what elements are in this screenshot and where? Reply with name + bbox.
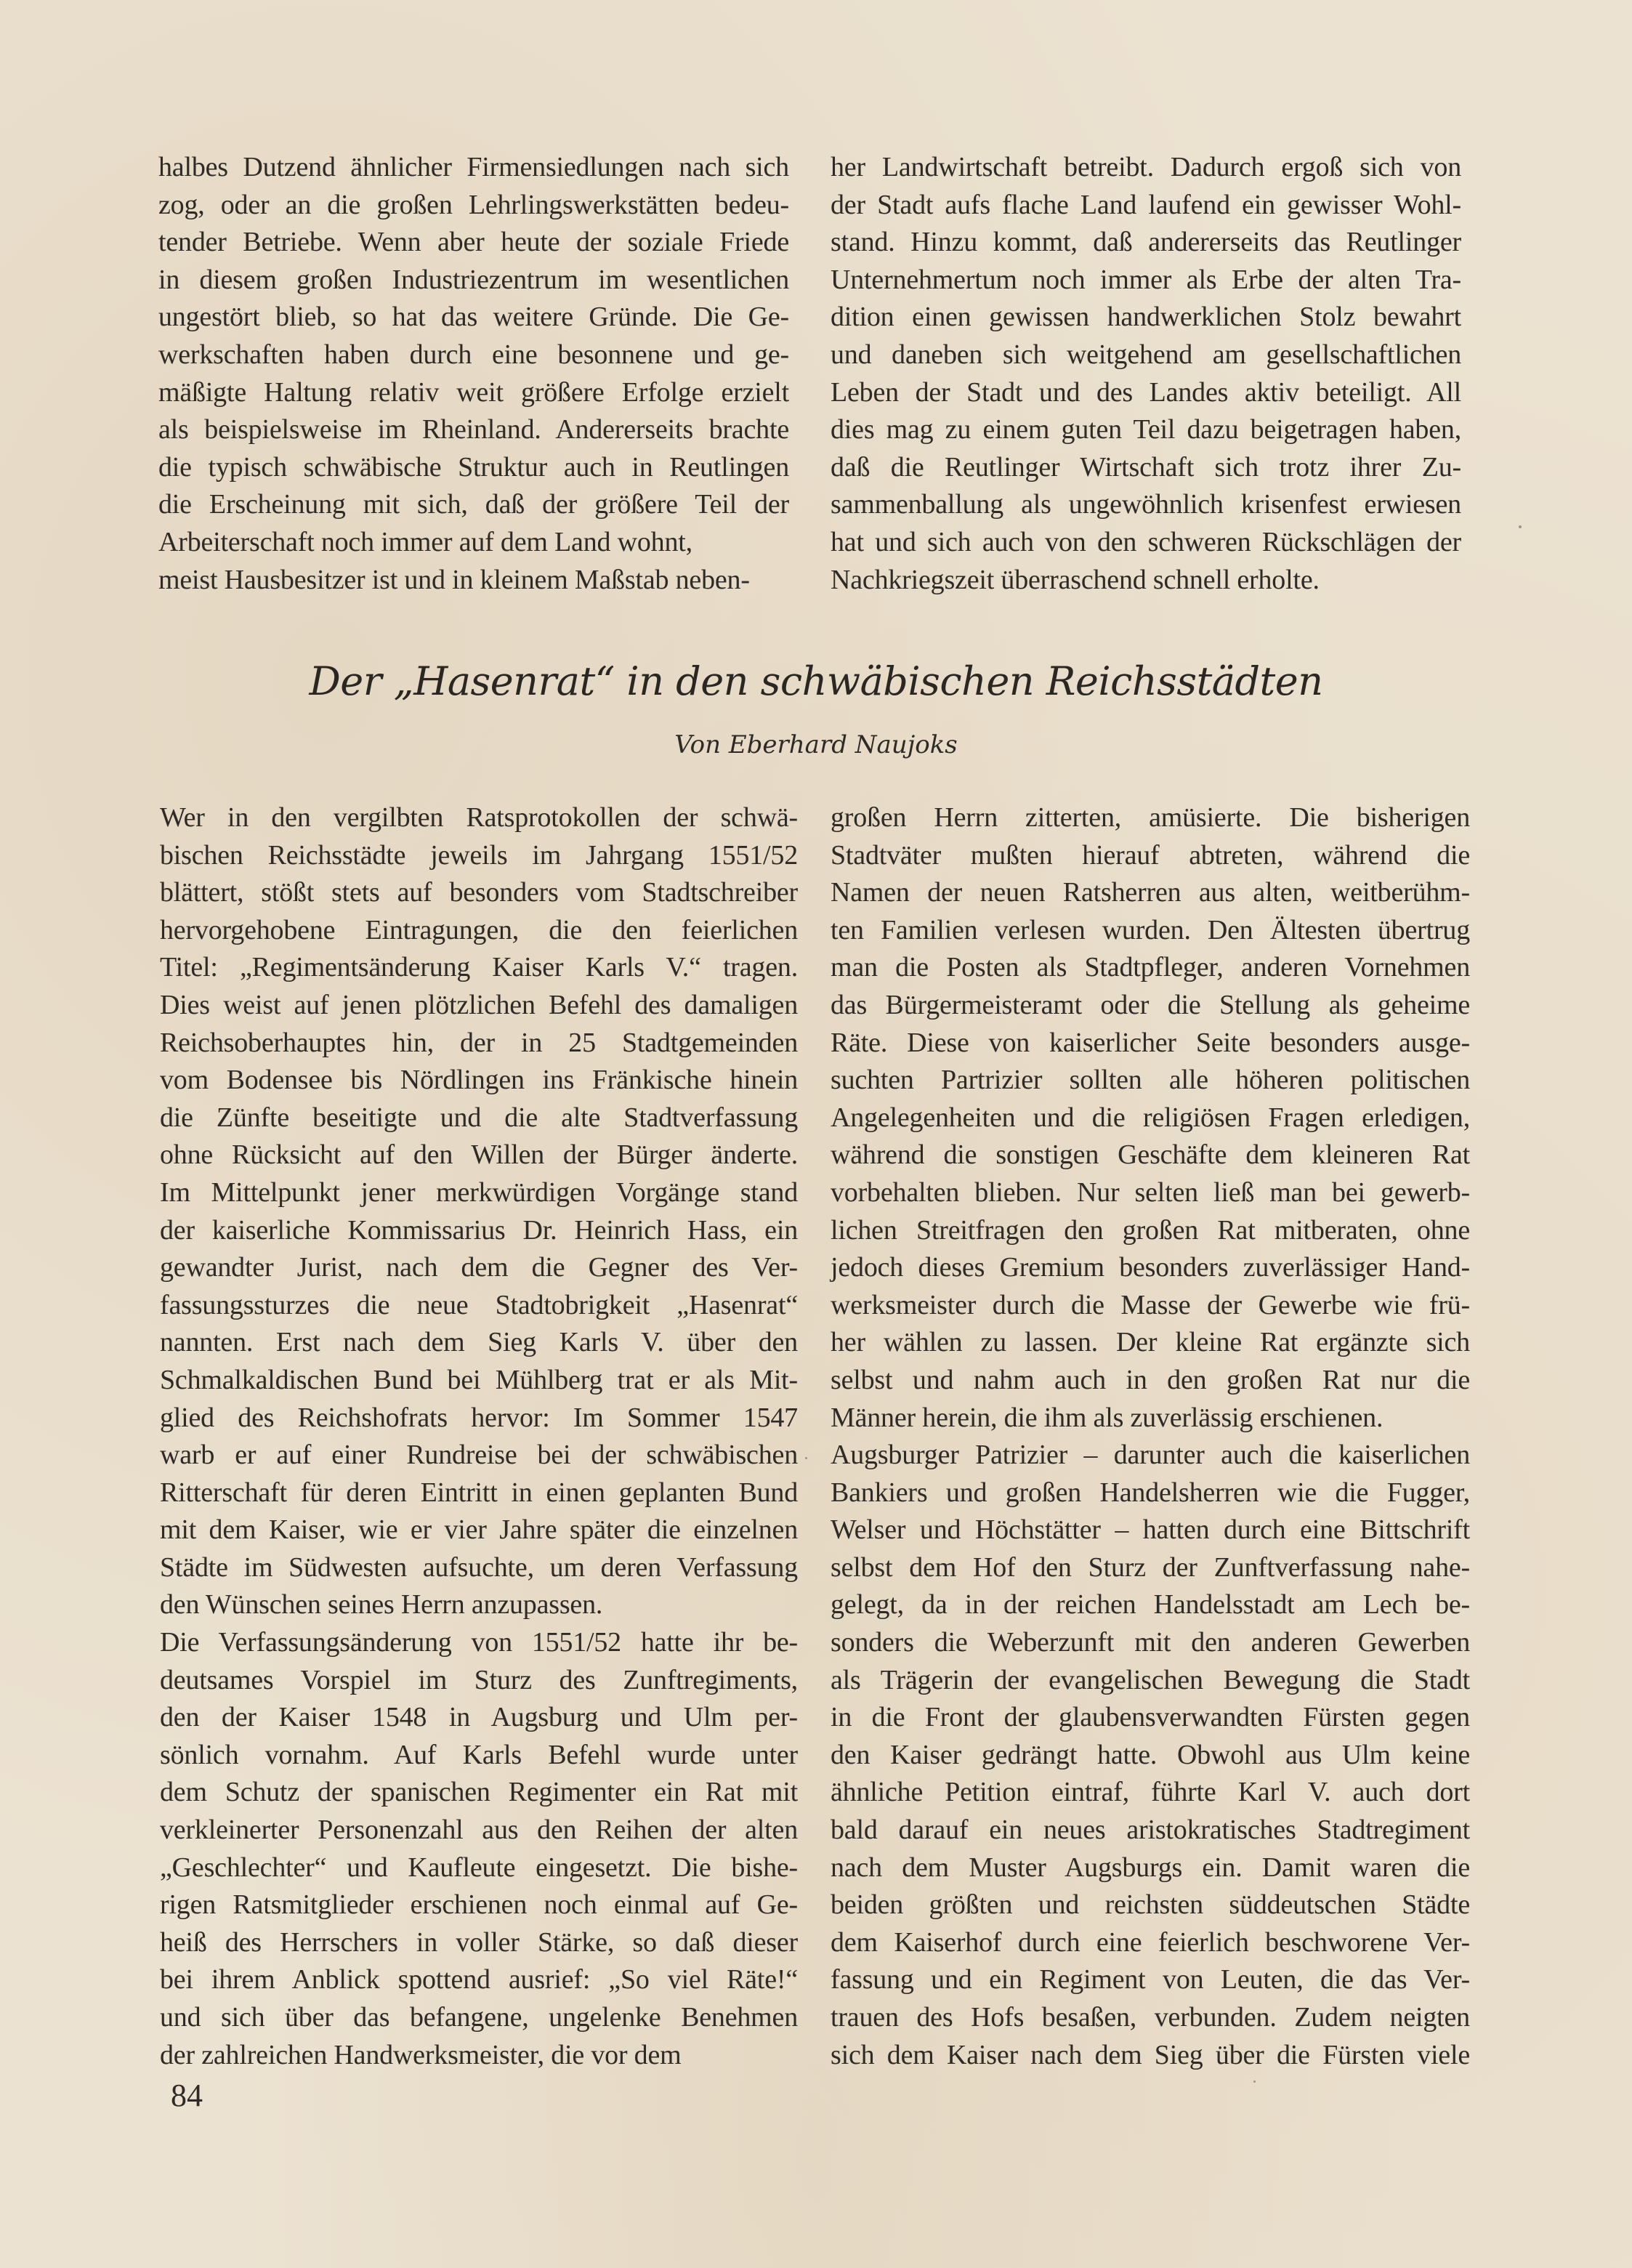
text-line: Wer in den vergilbten Ratsprotokollen der schwä- — [160, 802, 798, 833]
text-line: heiß des Herrschers in voller Stärke, so daß dieser — [160, 1926, 798, 1958]
text-line: hervorgehobene Eintragungen, die den feierlichen — [160, 914, 798, 945]
text-line: Titel: „Regimentsänderung Kaiser Karls V.“ tragen. — [160, 952, 798, 983]
text-line: und daneben sich weitgehend am gesellschaftlichen — [831, 339, 1461, 370]
text-line: fassung und ein Regiment von Leuten, die das Ver- — [831, 1964, 1470, 1995]
text-line: den Kaiser gedrängt hatte. Obwohl aus Ulm keine — [831, 1739, 1470, 1770]
text-line: Stadtväter mußten hierauf abtreten, während die — [831, 839, 1470, 871]
text-line: Schmalkaldischen Bund bei Mühlberg trat er als Mit- — [160, 1364, 798, 1395]
text-line: Bankiers und großen Handelsherren wie die Fugger, — [831, 1477, 1470, 1508]
text-line: daß die Reutlinger Wirtschaft sich trotz ihrer Zu- — [831, 451, 1461, 483]
text-line: werksmeister durch die Masse der Gewerbe wie frü- — [831, 1289, 1470, 1320]
text-line: als Trägerin der evangelischen Bewegung die Stadt — [831, 1664, 1470, 1695]
text-line: halbes Dutzend ähnlicher Firmensiedlungen nach sich — [158, 152, 789, 182]
text-line: der zahlreichen Handwerksmeister, die vor dem — [160, 2039, 682, 2070]
text-line: Städte im Südwesten aufsuchte, um deren Verfassung — [160, 1551, 798, 1583]
text-line: werkschaften haben durch eine besonnene und ge- — [158, 339, 789, 370]
text-line: suchten Partrizier sollten alle höheren politischen — [831, 1065, 1470, 1096]
text-line: fassungssturzes die neue Stadtobrigkeit „Hasenrat“ — [160, 1289, 798, 1320]
text-line: Arbeiterschaft noch immer auf dem Land wohnt, — [158, 526, 692, 557]
text-line: hat und sich auch von den schweren Rückschlägen der — [831, 526, 1461, 557]
text-line: dem Schutz der spanischen Regimenter ein Rat mit — [160, 1777, 798, 1808]
text-line: vom Bodensee bis Nördlingen ins Fränkische hinein — [160, 1065, 798, 1096]
text-line: sammenballung als ungewöhnlich krisenfest erwiesen — [831, 489, 1461, 520]
text-line: ohne Rücksicht auf den Willen der Bürger änderte. — [160, 1139, 798, 1171]
text-line: nannten. Erst nach dem Sieg Karls V. über den — [160, 1327, 798, 1358]
paper-speck — [1519, 525, 1522, 528]
text-line: bei ihrem Anblick spottend ausrief: „So viel Räte!“ — [160, 1964, 798, 1995]
text-line: Welser und Höchstätter – hatten durch eine Bittschrift — [831, 1514, 1470, 1546]
text-line: den Wünschen seines Herrn anzupassen. — [160, 1589, 603, 1621]
text-line: und sich über das befangene, ungelenke Benehmen — [160, 2002, 798, 2033]
text-line: dem Kaiserhof durch eine feierlich beschworene Ver- — [831, 1926, 1470, 1958]
text-line: Angelegenheiten und die religiösen Fragen erledigen, — [831, 1102, 1470, 1133]
text-line: Reichsoberhauptes hin, der in 25 Stadtgemeinden — [160, 1027, 798, 1058]
previous-article-left-column — [158, 149, 789, 599]
text-line: her Landwirtschaft betreibt. Dadurch ergoß sich von — [831, 152, 1461, 182]
text-line: die Erscheinung mit sich, daß der größere Teil der — [158, 489, 789, 520]
text-line: der Stadt aufs flache Land laufend ein gewisser Wohl- — [831, 189, 1461, 220]
text-line: in diesem großen Industriezentrum im wesentlichen — [158, 264, 789, 295]
text-line: großen Herrn zitterten, amüsierte. Die bisherigen — [831, 802, 1470, 833]
text-line: lichen Streitfragen den großen Rat mitberaten, ohne — [831, 1214, 1470, 1246]
text-line: Leben der Stadt und des Landes aktiv beteiligt. All — [831, 376, 1461, 408]
text-line: Männer herein, die ihm als zuverlässig erschienen. — [831, 1402, 1383, 1433]
text-line: das Bürgermeisteramt oder die Stellung als geheime — [831, 989, 1470, 1020]
text-line: „Geschlechter“ und Kaufleute eingesetzt. Die bishe- — [160, 1852, 798, 1883]
text-line: dition einen gewissen handwerklichen Stolz bewahrt — [831, 302, 1461, 333]
text-line: stand. Hinzu kommt, daß andererseits das Reutlinger — [831, 227, 1461, 258]
article-left-column — [160, 799, 798, 2074]
text-line: sonders die Weberzunft mit den anderen Gewerben — [831, 1627, 1470, 1658]
text-line: warb er auf einer Rundreise bei der schwäbischen — [160, 1440, 798, 1471]
text-line: während die sonstigen Geschäfte dem kleineren Rat — [831, 1139, 1470, 1171]
text-line: vorbehalten blieben. Nur selten ließ man bei gewerb- — [831, 1177, 1470, 1208]
text-line: mäßigte Haltung relativ weit größere Erfolge erzielt — [158, 376, 789, 408]
text-line: rigen Ratsmitglieder erschienen noch einmal auf Ge- — [160, 1889, 798, 1921]
text-line: die Zünfte beseitigte und die alte Stadtverfassung — [160, 1102, 798, 1133]
text-line: Namen der neuen Ratsherren aus alten, weitberühm- — [831, 877, 1470, 908]
text-line: selbst und nahm auch in den großen Rat nur die — [831, 1364, 1470, 1395]
text-line: mit dem Kaiser, wie er vier Jahre später die einzelnen — [160, 1514, 798, 1546]
text-line: ähnliche Petition eintraf, führte Karl V. auch dort — [831, 1777, 1470, 1808]
article-right-column — [831, 799, 1470, 2074]
text-line: der kaiserliche Kommissarius Dr. Heinrich Hass, ein — [160, 1214, 798, 1246]
text-line: gewandter Jurist, nach dem die Gegner des Ver- — [160, 1252, 798, 1283]
text-line: Die Verfassungsänderung von 1551/52 hatte ihr be- — [160, 1627, 798, 1658]
page-number: 84 — [171, 2078, 203, 2113]
text-line: gelegt, da in der reichen Handelsstadt am Lech be- — [831, 1589, 1470, 1621]
text-line: bischen Reichsstädte jeweils im Jahrgang 1551/52 — [160, 839, 798, 871]
text-line: in die Front der glaubensverwandten Fürsten gegen — [831, 1702, 1470, 1733]
text-line: sönlich vornahm. Auf Karls Befehl wurde unter — [160, 1739, 798, 1770]
text-line: als beispielsweise im Rheinland. Andererseits brachte — [158, 414, 789, 445]
text-line: trauen des Hofs besaßen, verbunden. Zudem neigten — [831, 2002, 1470, 2033]
paper-speck — [805, 1457, 807, 1459]
text-line: nach dem Muster Augsburgs ein. Damit waren die — [831, 1852, 1470, 1883]
text-line: Nachkriegszeit überraschend schnell erholte. — [831, 564, 1320, 595]
text-line: deutsames Vorspiel im Sturz des Zunftregiments, — [160, 1664, 798, 1695]
article-byline: Von Eberhard Naujoks — [674, 730, 958, 759]
previous-article-right-column — [831, 149, 1461, 599]
text-line: die typisch schwäbische Struktur auch in Reutlingen — [158, 451, 789, 483]
text-line: zog, oder an die großen Lehrlingswerkstätten bedeu- — [158, 189, 789, 220]
text-line: jedoch dieses Gremium besonders zuverlässiger Hand- — [831, 1252, 1470, 1283]
text-line: Räte. Diese von kaiserlicher Seite besonders ausge- — [831, 1027, 1470, 1058]
text-line: sich dem Kaiser nach dem Sieg über die Fürsten viele — [831, 2039, 1470, 2070]
text-line: selbst dem Hof den Sturz der Zunftverfassung nahe- — [831, 1551, 1470, 1583]
text-line: Ritterschaft für deren Eintritt in einen geplanten Bund — [160, 1477, 798, 1508]
text-line: glied des Reichshofrats hervor: Im Sommer 1547 — [160, 1402, 798, 1433]
text-line: blättert, stößt stets auf besonders vom Stadtschreiber — [160, 877, 798, 908]
text-line: Dies weist auf jenen plötzlichen Befehl des damaligen — [160, 989, 798, 1020]
text-line: Augsburger Patrizier – darunter auch die kaiserlichen — [831, 1440, 1470, 1471]
text-line: ungestört blieb, so hat das weitere Gründe. Die Ge- — [158, 302, 789, 333]
text-line: meist Hausbesitzer ist und in kleinem Maßstab neben- — [158, 564, 750, 595]
text-line: den der Kaiser 1548 in Augsburg und Ulm per- — [160, 1702, 798, 1733]
paper-speck — [1253, 2081, 1256, 2083]
text-line: Im Mittelpunkt jener merkwürdigen Vorgänge stand — [160, 1177, 798, 1208]
article-title: Der „Hasenrat“ in den schwäbischen Reichsstädten — [309, 658, 1323, 704]
text-line: her wählen zu lassen. Der kleine Rat ergänzte sich — [831, 1327, 1470, 1358]
text-line: man die Posten als Stadtpfleger, anderen Vornehmen — [831, 952, 1470, 983]
text-line: Unternehmertum noch immer als Erbe der alten Tra- — [831, 264, 1461, 295]
text-line: verkleinerter Personenzahl aus den Reihen der alten — [160, 1815, 798, 1846]
text-line: dies mag zu einem guten Teil dazu beigetragen haben, — [831, 414, 1461, 445]
text-line: tender Betriebe. Wenn aber heute der soziale Friede — [158, 227, 789, 258]
text-line: bald darauf ein neues aristokratisches Stadtregiment — [831, 1815, 1470, 1846]
text-line: ten Familien verlesen wurden. Den Ältesten übertrug — [831, 914, 1470, 945]
text-line: beiden größten und reichsten süddeutschen Städte — [831, 1889, 1470, 1921]
